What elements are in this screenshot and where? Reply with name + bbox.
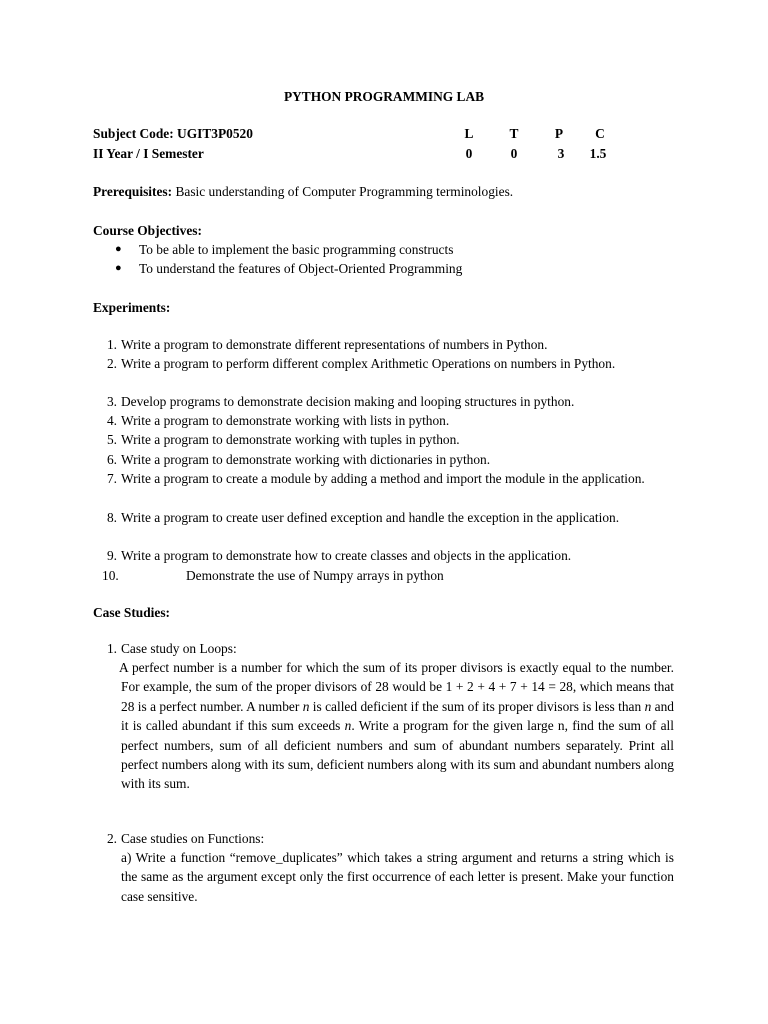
ltpc-value-p: 3 bbox=[557, 146, 565, 161]
bullet-icon: ● bbox=[115, 243, 122, 255]
experiment-text: Write a program to demonstrate working with tuples in python. bbox=[121, 432, 460, 447]
case-study-loops-text bbox=[121, 658, 674, 794]
case-study-text-part: A perfect number is a number for which the sum of its proper divisors is exactly equal to the number. For example, the sum of the proper divisors of 28 would be 1 + 2 + 4 + 7 + 14 = 28, which means that 28 is a perfect number. A number bbox=[119, 660, 674, 714]
experiment-number: 4. bbox=[106, 413, 117, 428]
experiment-number: 2. bbox=[106, 356, 117, 371]
prerequisites-label: Prerequisites: bbox=[93, 184, 173, 199]
case-study-text-part: is called deficient if the sum of its proper divisors is less than bbox=[309, 698, 645, 714]
experiment-text: Write a program to create user defined exception and handle the exception in the application. bbox=[121, 510, 620, 525]
experiment-number: 7. bbox=[106, 471, 117, 486]
experiment-number: 10. bbox=[102, 568, 119, 583]
document-title: PYTHON PROGRAMMING LAB bbox=[283, 89, 485, 104]
experiment-number: 6. bbox=[106, 452, 117, 467]
variable-n: n bbox=[302, 698, 310, 714]
ltpc-header-c: C bbox=[595, 126, 605, 141]
objective-item: To understand the features of Object-Oriented Programming bbox=[139, 261, 463, 276]
experiment-text: Demonstrate the use of Numpy arrays in python bbox=[186, 568, 444, 583]
case-study-number: 1. bbox=[106, 641, 117, 656]
experiment-text: Write a program to demonstrate different representations of numbers in Python. bbox=[121, 337, 548, 352]
case-study-title: Case study on Loops: bbox=[121, 641, 237, 656]
variable-n: n bbox=[344, 718, 352, 734]
year-semester: II Year / I Semester bbox=[93, 146, 204, 161]
ltpc-header-l: L bbox=[464, 126, 474, 141]
experiment-number: 3. bbox=[106, 394, 117, 409]
experiment-number: 8. bbox=[106, 510, 117, 525]
experiment-number: 1. bbox=[106, 337, 117, 352]
ltpc-value-c: 1.5 bbox=[589, 146, 607, 161]
experiments-heading: Experiments: bbox=[93, 300, 171, 315]
subject-code: Subject Code: UGIT3P0520 bbox=[93, 126, 253, 141]
ltpc-header-t: T bbox=[509, 126, 519, 141]
case-study-functions-text: a) Write a function “remove_duplicates” which takes a string argument and returns a string which is the same as the argument except only the first occurrence of each letter is present. Make your function case sensitive. bbox=[121, 850, 674, 904]
case-study-title: Case studies on Functions: bbox=[121, 831, 265, 846]
prerequisites bbox=[93, 182, 513, 201]
prerequisites-text: Basic understanding of Computer Programming terminologies. bbox=[175, 184, 514, 199]
experiment-text: Write a program to perform different complex Arithmetic Operations on numbers in Python. bbox=[121, 356, 616, 371]
case-study-text-part: . Write a program for the given large n, find the sum of all perfect numbers, sum of all deficient numbers and sum of abundant numbers separately. Print all perfect numbers along with its sum, deficient numbers along with its sum and abundant numbers along with its sum. bbox=[121, 718, 674, 792]
case-study-number: 2. bbox=[106, 831, 117, 846]
ltpc-header-p: P bbox=[554, 126, 564, 141]
experiment-text: Write a program to create a module by adding a method and import the module in the application. bbox=[121, 471, 645, 486]
objective-item: To be able to implement the basic programming constructs bbox=[139, 242, 454, 257]
ltpc-value-t: 0 bbox=[510, 146, 518, 161]
experiment-number: 5. bbox=[106, 432, 117, 447]
experiment-number: 9. bbox=[106, 548, 117, 563]
case-study-text-part: and it is called abundant if this sum exceeds bbox=[121, 698, 674, 734]
variable-n: n bbox=[644, 698, 652, 714]
course-objectives-heading: Course Objectives: bbox=[93, 223, 202, 238]
experiment-text: Write a program to demonstrate how to create classes and objects in the application. bbox=[121, 548, 572, 563]
experiment-text: Develop programs to demonstrate decision making and looping structures in python. bbox=[121, 394, 575, 409]
ltpc-value-l: 0 bbox=[465, 146, 473, 161]
experiment-text: Write a program to demonstrate working with dictionaries in python. bbox=[121, 452, 491, 467]
case-studies-heading: Case Studies: bbox=[93, 605, 171, 620]
experiment-text: Write a program to demonstrate working with lists in python. bbox=[121, 413, 450, 428]
bullet-icon: ● bbox=[115, 262, 122, 274]
